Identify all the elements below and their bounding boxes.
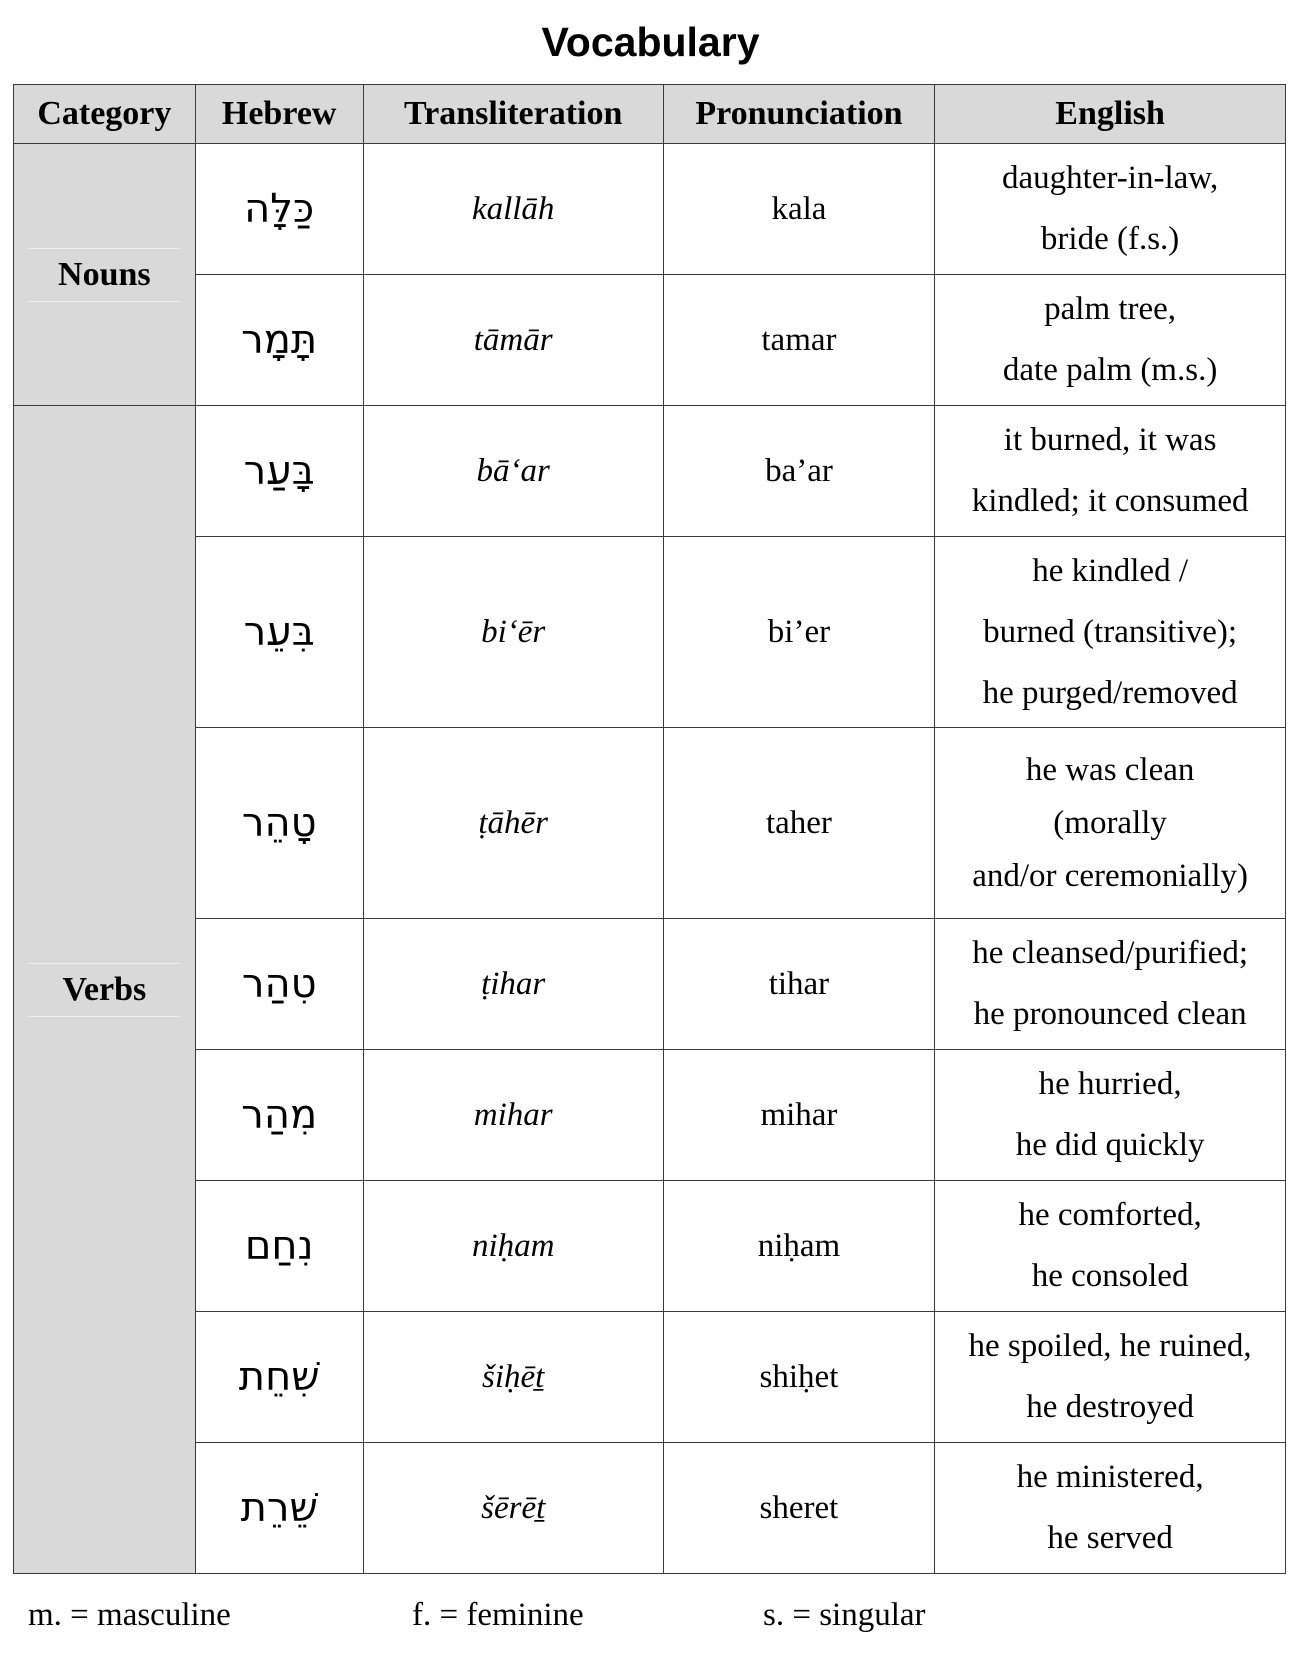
english-cell bbox=[935, 537, 1286, 728]
pronunciation-cell: sheret bbox=[663, 1443, 935, 1574]
transliteration-cell: ṭihar bbox=[363, 919, 663, 1050]
header-english: English bbox=[935, 85, 1286, 144]
english-line: he destroyed bbox=[1026, 1389, 1194, 1425]
pronunciation-cell: taher bbox=[663, 728, 935, 919]
category-label-verbs: Verbs bbox=[28, 963, 180, 1017]
pronunciation-cell: ba’ar bbox=[663, 406, 935, 537]
english-line: he comforted, bbox=[1018, 1197, 1202, 1233]
english-line: kindled; it consumed bbox=[971, 483, 1249, 519]
transliteration-cell: bā‘ar bbox=[363, 406, 663, 537]
pronunciation-cell: bi’er bbox=[663, 537, 935, 728]
hebrew-cell: מִהַר bbox=[195, 1050, 363, 1181]
english-line: he cleansed/purified; bbox=[972, 935, 1248, 971]
english-cell bbox=[935, 406, 1286, 537]
pronunciation-cell: mihar bbox=[663, 1050, 935, 1181]
english-line: and/or ceremonially) bbox=[972, 857, 1248, 894]
footer-singular: s. = singular bbox=[763, 1597, 926, 1633]
english-line: palm tree, bbox=[1044, 291, 1177, 327]
category-cell-nouns bbox=[14, 144, 196, 406]
header-pronunciation: Pronunciation bbox=[663, 85, 935, 144]
hebrew-cell: טִהַר bbox=[195, 919, 363, 1050]
hebrew-cell: בָּעַר bbox=[195, 406, 363, 537]
table-row bbox=[14, 1050, 1286, 1181]
english-line: it burned, it was bbox=[1003, 422, 1217, 458]
transliteration-cell: šērēṯ bbox=[363, 1443, 663, 1574]
transliteration-cell: kallāh bbox=[363, 144, 663, 275]
pronunciation-cell: niḥam bbox=[663, 1181, 935, 1312]
pronunciation-cell: tamar bbox=[663, 275, 935, 406]
english-line: he spoiled, he ruined, bbox=[968, 1328, 1252, 1364]
transliteration-cell: mihar bbox=[363, 1050, 663, 1181]
table-row bbox=[14, 728, 1286, 919]
english-line: (morally bbox=[1053, 804, 1167, 841]
english-line: burned (transitive); bbox=[983, 613, 1238, 650]
page-title: Vocabulary bbox=[541, 19, 760, 65]
english-cell bbox=[935, 275, 1286, 406]
transliteration-cell: tāmār bbox=[363, 275, 663, 406]
table-row bbox=[14, 406, 1286, 537]
table-row bbox=[14, 275, 1286, 406]
vocabulary-table bbox=[13, 84, 1286, 1574]
english-line: he purged/removed bbox=[982, 674, 1238, 711]
english-cell bbox=[935, 1050, 1286, 1181]
english-line: he served bbox=[1047, 1520, 1173, 1556]
footer-feminine: f. = feminine bbox=[412, 1597, 584, 1633]
transliteration-cell: niḥam bbox=[363, 1181, 663, 1312]
pronunciation-cell: tihar bbox=[663, 919, 935, 1050]
english-cell bbox=[935, 1443, 1286, 1574]
hebrew-cell: כַּלָּה bbox=[195, 144, 363, 275]
hebrew-cell: שִׁחֵת bbox=[195, 1312, 363, 1443]
hebrew-cell: תָּמָר bbox=[195, 275, 363, 406]
header-transliteration: Transliteration bbox=[363, 85, 663, 144]
english-cell bbox=[935, 919, 1286, 1050]
table-header-row bbox=[14, 85, 1286, 144]
pronunciation-cell: kala bbox=[663, 144, 935, 275]
table-row bbox=[14, 1181, 1286, 1312]
hebrew-cell: שֵׁרֵת bbox=[195, 1443, 363, 1574]
transliteration-cell: šiḥēṯ bbox=[363, 1312, 663, 1443]
english-line: bride (f.s.) bbox=[1040, 221, 1180, 257]
pronunciation-cell: shiḥet bbox=[663, 1312, 935, 1443]
table-row bbox=[14, 919, 1286, 1050]
hebrew-cell: נִחַם bbox=[195, 1181, 363, 1312]
english-line: he pronounced clean bbox=[973, 996, 1247, 1032]
english-line: date palm (m.s.) bbox=[1002, 352, 1218, 388]
header-category: Category bbox=[14, 85, 196, 144]
table-row bbox=[14, 144, 1286, 275]
table-row bbox=[14, 1312, 1286, 1443]
english-line: he was clean bbox=[1025, 751, 1195, 788]
hebrew-cell: בִּעֵר bbox=[195, 537, 363, 728]
category-label-nouns: Nouns bbox=[28, 248, 180, 302]
english-cell bbox=[935, 1312, 1286, 1443]
english-cell bbox=[935, 144, 1286, 275]
table-row bbox=[14, 1443, 1286, 1574]
english-line: he consoled bbox=[1031, 1258, 1189, 1294]
english-line: he did quickly bbox=[1015, 1127, 1205, 1163]
footer-masculine: m. = masculine bbox=[28, 1597, 231, 1633]
english-line: he ministered, bbox=[1016, 1459, 1204, 1495]
transliteration-cell: bi‘ēr bbox=[363, 537, 663, 728]
english-line: daughter-in-law, bbox=[1002, 160, 1219, 196]
table-row bbox=[14, 537, 1286, 728]
english-cell bbox=[935, 1181, 1286, 1312]
hebrew-cell: טָהֵר bbox=[195, 728, 363, 919]
header-hebrew: Hebrew bbox=[195, 85, 363, 144]
english-line: he kindled / bbox=[1032, 552, 1188, 589]
category-cell-verbs bbox=[14, 406, 196, 1574]
english-line: he hurried, bbox=[1038, 1066, 1182, 1102]
english-cell bbox=[935, 728, 1286, 919]
transliteration-cell: ṭāhēr bbox=[363, 728, 663, 919]
